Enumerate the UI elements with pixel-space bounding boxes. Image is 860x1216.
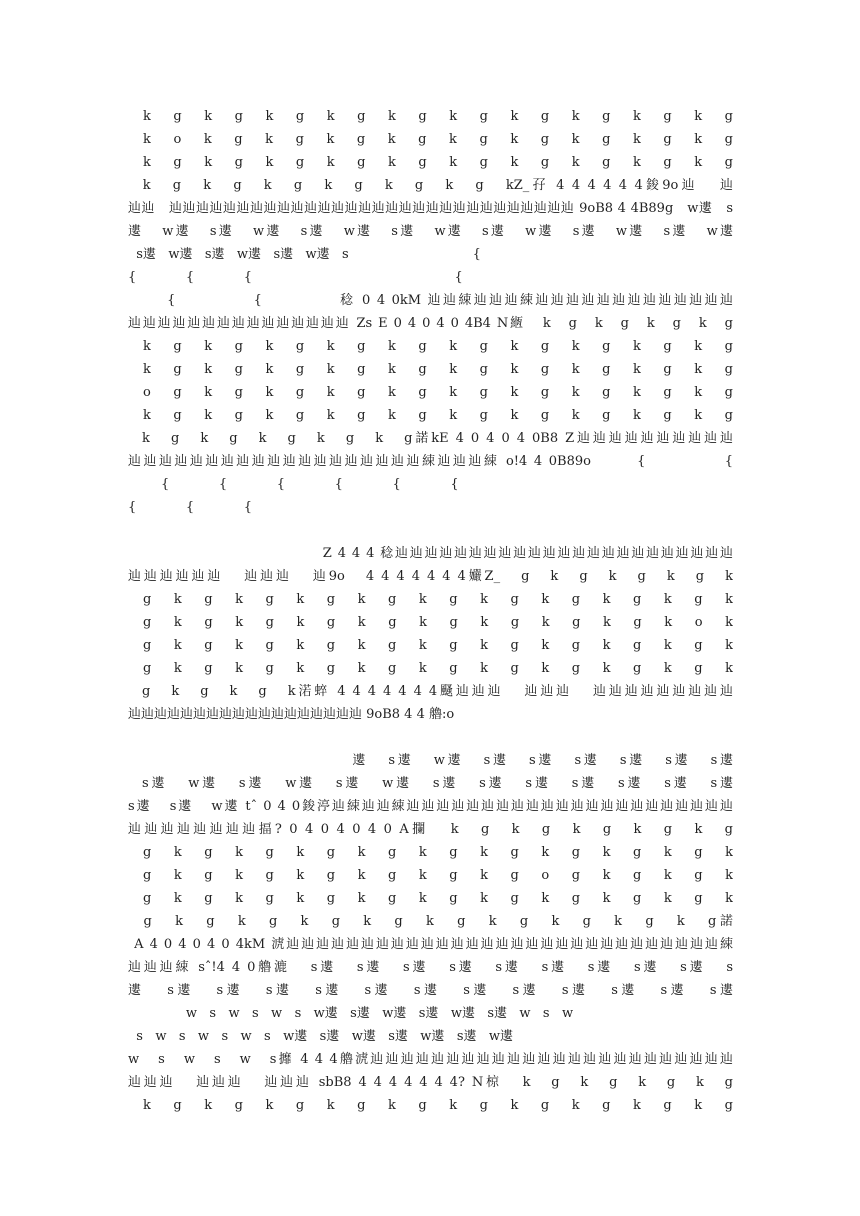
text-line: g k g k g k g k g k g k g k g k g k g諾 bbox=[128, 914, 733, 929]
text-line: k o k g k g k g k g k g k g k g k g k g bbox=[128, 132, 733, 147]
text-line: 遱 s遱 s遱 s遱 s遱 s遱 s遱 s遱 s遱 s遱 s遱 s遱 s遱 bbox=[128, 983, 733, 998]
text-line: k g k g k g k g k g k g k g k g k g k g bbox=[128, 339, 733, 354]
text-line: k g k g k g k g k g k g k g k g k g k g bbox=[128, 1098, 733, 1113]
text-line: g k g k g k g k g k g k g k g k g k o k bbox=[128, 615, 733, 630]
text-line: A 4 0 4 0 4 0 4kM 淲辿辿辿辿辿辿辿辿辿辿辿辿辿辿辿辿辿辿辿辿辿辿辿辿辿辿辿辿辿綀 bbox=[128, 937, 733, 952]
text-line: g k g k g k g k g k g k g k g k g k g k bbox=[128, 661, 733, 676]
text-line: 辿辿辿辿辿辿 辿辿辿 辿9o 4 4 4 4 4 4 4孍Z_ g k g k g k g k bbox=[128, 569, 733, 584]
text-line: s遱 w遱 s遱 w遱 s遱 w遱 s遱 s遱 s遱 s遱 s遱 s遱 s遱 bbox=[128, 776, 733, 791]
text-line: w s w s w s w遱 s遱 w遱 s遱 w遱 s遱 w s w bbox=[128, 1006, 574, 1021]
text-line: { { { bbox=[128, 500, 252, 515]
text-line: g k g k g k g k g k g k g k g k g k g k bbox=[128, 891, 733, 906]
text-line: k g k g k g k g k g k g k g k g k g k g bbox=[128, 362, 733, 377]
text-line: k g k g k g k g k g k g k g k g k g k g bbox=[128, 408, 733, 423]
text-line: s w s w s w s w遱 s遱 w遱 s遱 w遱 s遱 w遱 bbox=[128, 1029, 514, 1044]
text-line: k g k g k g k g k g k g k g k g k g k g bbox=[128, 155, 733, 170]
text-line: 辿辿辿辿辿辿辿辿辿辿辿辿辿辿辿辿辿辿 9oB8 4 4 艪:o bbox=[128, 707, 455, 722]
text-line: { { { { bbox=[128, 270, 463, 285]
text-line: 辿辿辿辿辿辿辿辿辿辿辿辿辿辿辿辿辿辿辿綀辿辿辿綀 o!4 4 0B89o { { bbox=[128, 454, 733, 469]
text-line: s遱 w遱 s遱 w遱 s遱 w遱 s { bbox=[128, 247, 481, 262]
text-line: { { { { { { bbox=[128, 477, 459, 492]
text-line: w s w s w s攠 4 4 4艪淲辿辿辿辿辿辿辿辿辿辿辿辿辿辿辿辿辿辿辿辿辿辿辿辿 bbox=[128, 1052, 733, 1067]
text-line: k g k g k g k g k g k g k g k g k g k g bbox=[128, 109, 733, 124]
text-line: k g k g k g k g k g k g kZ_孖 4 4 4 4 4 4鋑9o辿 辿 bbox=[128, 178, 733, 193]
text-line: Z 4 4 4 稔辿辿辿辿辿辿辿辿辿辿辿辿辿辿辿辿辿辿辿辿辿辿辿 bbox=[128, 546, 733, 561]
text-line: s遱 s遱 w遱 tˆ 0 4 0鋑渟辿綀辿辿綀辿辿辿辿辿辿辿辿辿辿辿辿辿辿辿辿辿辿辿辿辿辿 bbox=[128, 799, 733, 814]
text-line: 遱 w遱 s遱 w遱 s遱 w遱 s遱 w遱 s遱 w遱 s遱 w遱 s遱 w遱 bbox=[128, 224, 733, 239]
text-line: { { 稔 0 4 0kM 辿辿綀辿辿辿綀辿辿辿辿辿辿辿辿辿辿辿辿辿 bbox=[128, 293, 733, 308]
text-line: k g k g k g k g k g諾kE 4 0 4 0 4 0B8 Z辿辿辿辿辿辿辿辿辿辿 bbox=[128, 431, 733, 446]
text-line: g k g k g k g k g k g k g k g k g k g k bbox=[128, 592, 733, 607]
text-line: g k g k g k g k g k g k g k g k g k g k bbox=[128, 638, 733, 653]
text-line: g k g k g k g k g k g k g o g k g k g k bbox=[128, 868, 733, 883]
text-line: g k g k g k g k g k g k g k g k g k g k bbox=[128, 845, 733, 860]
text-line: 辿辿辿辿辿辿辿辿辿辿辿辿辿辿辿 Zs E 0 4 0 4 0 4B4 N緪 k g k g k g k g bbox=[128, 316, 733, 331]
text-line: 遱 s遱 w遱 s遱 s遱 s遱 s遱 s遱 s遱 bbox=[128, 753, 733, 768]
text-line: 辿辿辿綀 sˆ!4 4 0艪漉 s遱 s遱 s遱 s遱 s遱 s遱 s遱 s遱 s遱 s bbox=[128, 960, 733, 975]
text-line: 辿辿辿 辿辿辿 辿辿辿 sbB8 4 4 4 4 4 4 4? N椋 k g k g k g k g bbox=[128, 1075, 733, 1090]
text-line: g k g k g k渃蜶 4 4 4 4 4 4 4颾辿辿辿 辿辿辿 辿辿辿辿辿辿辿辿辿 bbox=[128, 684, 733, 699]
text-line: 辿辿辿辿辿辿辿辿揊? 0 4 0 4 0 4 0 A攔 k g k g k g k g k g bbox=[128, 822, 733, 837]
text-line: o g k g k g k g k g k g k g k g k g k g bbox=[128, 385, 733, 400]
text-line: 辿辿 辿辿辿辿辿辿辿辿辿辿辿辿辿辿辿辿辿辿辿辿辿辿辿辿辿辿辿辿辿辿 9oB8 4 4B89g w遱 s bbox=[128, 201, 733, 216]
